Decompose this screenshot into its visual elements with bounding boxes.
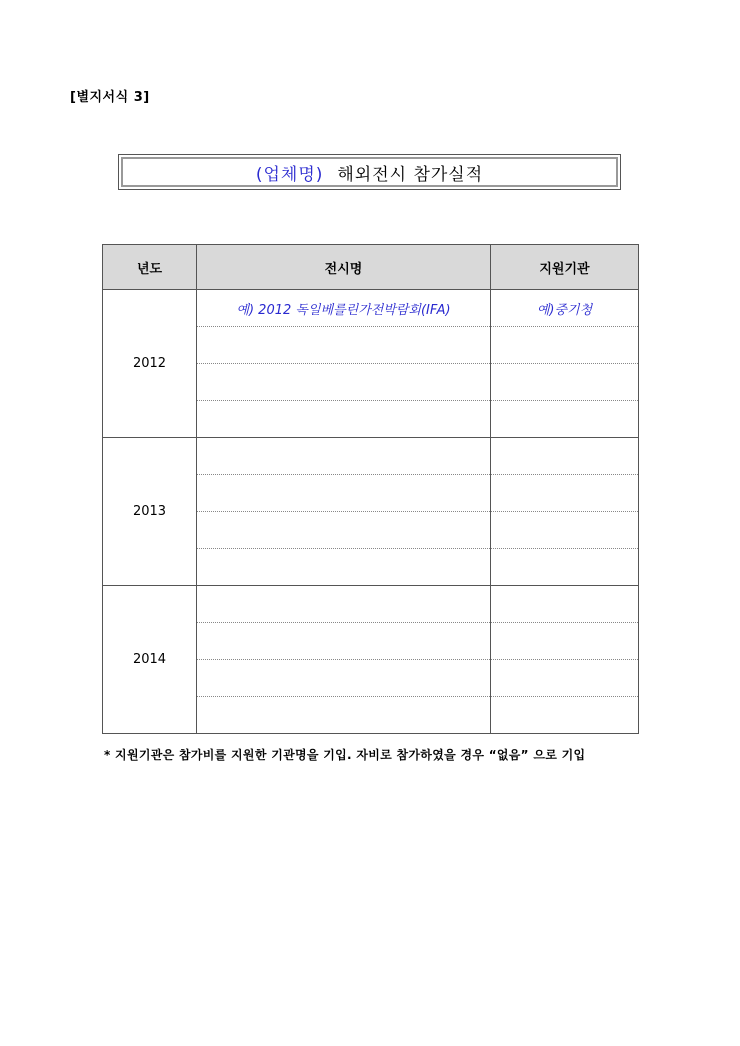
exhibition-cell[interactable] (197, 586, 491, 623)
exhibition-table (102, 244, 639, 734)
title-company-placeholder: (업체명) (255, 164, 324, 185)
year-cell-2013: 2013 (103, 438, 197, 586)
agency-cell[interactable] (491, 623, 639, 660)
title-text: 해외전시 참가실적 (337, 164, 484, 185)
document-title (121, 157, 618, 187)
table-row (103, 586, 639, 623)
footnote: * 지원기관은 참가비를 지원한 기관명을 기입. 자비로 참가하였을 경우 “없음” 으로 기입 (104, 748, 586, 762)
agency-cell[interactable] (491, 327, 639, 364)
exhibition-cell[interactable] (197, 438, 491, 475)
agency-cell[interactable] (491, 512, 639, 549)
form-label: [별지서식 3] (70, 90, 150, 105)
example-exhibition-cell[interactable]: 예) 2012 독일베를린가전박람회(IFA) (197, 290, 491, 327)
exhibition-cell[interactable] (197, 660, 491, 697)
agency-cell[interactable] (491, 475, 639, 512)
year-cell-2012: 2012 (103, 290, 197, 438)
agency-cell[interactable] (491, 586, 639, 623)
exhibition-cell[interactable] (197, 623, 491, 660)
agency-cell[interactable] (491, 364, 639, 401)
table-header-row (103, 245, 639, 290)
exhibition-cell[interactable] (197, 475, 491, 512)
table-row (103, 438, 639, 475)
year-cell-2014: 2014 (103, 586, 197, 734)
header-year: 년도 (103, 245, 197, 290)
exhibition-cell[interactable] (197, 549, 491, 586)
agency-cell[interactable] (491, 697, 639, 734)
agency-cell[interactable] (491, 549, 639, 586)
title-box (118, 154, 621, 190)
agency-cell[interactable] (491, 401, 639, 438)
agency-cell[interactable] (491, 438, 639, 475)
exhibition-cell[interactable] (197, 401, 491, 438)
agency-cell[interactable] (491, 660, 639, 697)
exhibition-cell[interactable] (197, 512, 491, 549)
exhibition-cell[interactable] (197, 327, 491, 364)
exhibition-cell[interactable] (197, 697, 491, 734)
table-row (103, 290, 639, 327)
example-agency-cell[interactable]: 예)중기청 (491, 290, 639, 327)
exhibition-cell[interactable] (197, 364, 491, 401)
header-agency: 지원기관 (491, 245, 639, 290)
header-exhibition: 전시명 (197, 245, 491, 290)
